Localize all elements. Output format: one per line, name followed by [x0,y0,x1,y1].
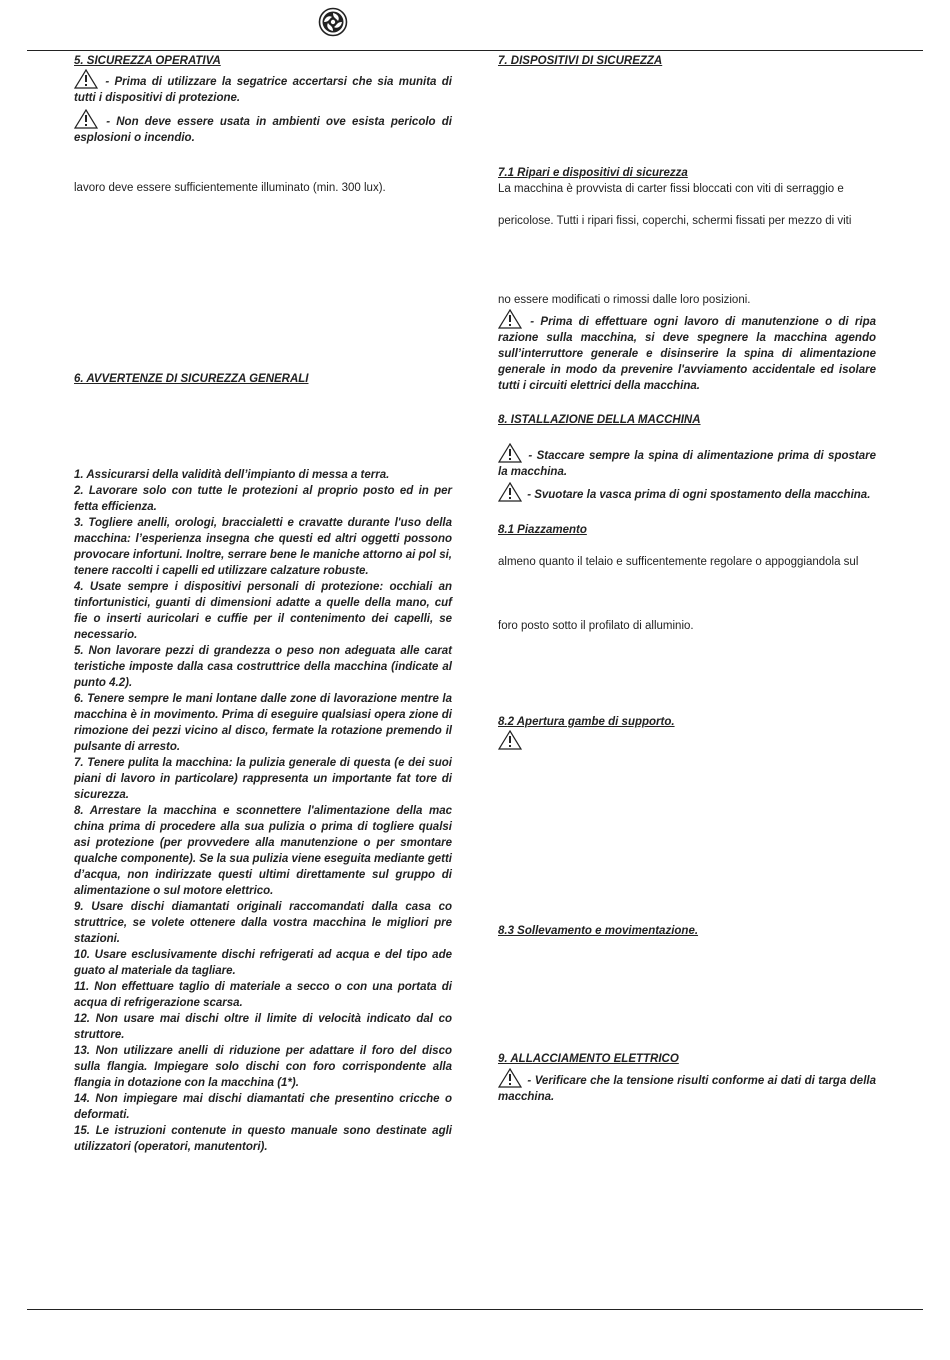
list-item: 12. Non usare mai dischi oltre il limite di velocità indicato dal co struttore. [74,1013,452,1041]
warning-paragraph [74,109,452,146]
list-item: 6. Tenere sempre le mani lontane dalle zone di lavorazione mentre la macchina è in movimento. Prima di eseguire qualsiasi opera zione di rimozione dei pezzi vicino al disco, fermate la rotazione premendo il pulsante di arresto. [74,693,452,753]
list-item: 5. Non lavorare pezzi di grandezza o peso non adeguata alle carat teristiche imposte dalla casa costruttrice della macchina (indicate al punto 4.2). [74,645,452,689]
warning-triangle-icon [498,1068,522,1088]
lighting-text: lavoro deve essere sufficientemente illuminato (min. 300 lux). [74,182,386,194]
warning-paragraph [498,730,876,751]
section-8-2-title: 8.2 Apertura gambe di supporto. [498,716,675,728]
guards-text-3: no essere modificati o rimossi dalle loro posizioni. [498,294,751,306]
list-item: 2. Lavorare solo con tutte le protezioni al proprio posto ed in per fetta efficienza. [74,485,452,513]
warning-triangle-icon [498,730,522,750]
footer-rule [27,1309,923,1310]
section-8-1-title: 8.1 Piazzamento [498,524,587,536]
list-item: 8. Arrestare la macchina e sconnettere l'alimentazione della mac china prima di procedere alla sua pulizia o prima di togliere qualsi asi protezione (per provvedere alla manutenzione o per smontare qualche componente). Se la sua pulizia viene eseguita mediante getti d’acqua, non indirizzate questi ultimi direttamente sul gruppo di alimentazione o sul motore elettrico. [74,805,452,897]
spiral-logo-icon [318,7,348,37]
list-item: 1. Assicurarsi della validità dell’impianto di messa a terra. [74,469,390,481]
warning-paragraph [498,309,876,394]
section-5-title: 5. SICUREZZA OPERATIVA [74,55,221,67]
section-6-title: 6. AVVERTENZE DI SICUREZZA GENERALI [74,373,309,385]
warning-text: - Svuotare la vasca prima di ogni spostamento della macchina. [524,489,871,501]
list-item: 4. Usate sempre i dispositivi personali di protezione: occhiali an tinfortunistici, guanti di dimensioni adatte a quelle della mano, cuf fie o inserti auricolari e cuffie per il contenimento dei capelli, se necessario. [74,581,452,641]
section-7-title: 7. DISPOSITIVI DI SICUREZZA [498,55,663,67]
warning-triangle-icon [498,482,522,502]
list-item: 13. Non utilizzare anelli di riduzione per adattare il foro del disco sulla flangia. Impiegare solo dischi con foro corrispondente alla flangia in dotazione con la macchina (1*). [74,1045,452,1089]
list-item: 11. Non effettuare taglio di materiale a secco o con una portata di acqua di refrigerazione scarsa. [74,981,452,1009]
section-7-1-title: 7.1 Ripari e dispositivi di sicurezza [498,167,688,179]
placement-text-2: foro posto sotto il profilato di alluminio. [498,620,694,632]
placement-text-1: almeno quanto il telaio e sufficentemente regolare o appoggiandola sul [498,556,859,568]
list-item: 15. Le istruzioni contenute in questo manuale sono destinate agli utilizzatori (operatori, manutentori). [74,1125,452,1153]
warning-triangle-icon [498,309,522,329]
warning-paragraph [498,482,876,503]
list-item: 14. Non impiegare mai dischi diamantati che presentino cricche o deformati. [74,1093,452,1121]
list-item: 10. Usare esclusivamente dischi refrigerati ad acqua e del tipo ade guato al materiale da tagliare. [74,949,452,977]
safety-list [74,467,452,1155]
warning-text: - Prima di effettuare ogni lavoro di manutenzione o di ripa razione sulla macchina, si deve spegnere la macchina agendo sull’interruttore generale e disinserire la spina di alimentazione generale in modo da prevenire l'avviamento accidentale ed isolare tutti i circuiti elettrici della macchina. [498,316,876,392]
section-9-title: 9. ALLACCIAMENTO ELETTRICO [498,1053,679,1065]
warning-text: - Non deve essere usata in ambienti ove esista pericolo di esplosioni o incendio. [74,116,452,144]
section-8-3-title: 8.3 Sollevamento e movimentazione. [498,925,699,937]
warning-text: - Verificare che la tensione risulti conforme ai dati di targa della macchina. [498,1075,876,1103]
list-item: 3. Togliere anelli, orologi, braccialetti e cravatte durante l'uso della macchina: l’esperienza insegna che questi ed altri oggetti possono provocare infortuni. Inoltre, serrare bene le maniche attorno ai pol si, tenere raccolti i capelli ed utilizzare calzature robuste. [74,517,452,577]
warning-triangle-icon [74,109,98,129]
list-item: 9. Usare dischi diamantati originali raccomandati dalla casa co struttrice, se volete ottenere dalla vostra macchina le migliori pre stazioni. [74,901,452,945]
guards-text-1: La macchina è provvista di carter fissi bloccati con viti di serraggio e [498,183,844,195]
warning-text: - Staccare sempre la spina di alimentazione prima di spostare la macchina. [498,450,876,478]
warning-paragraph [74,69,452,106]
warning-triangle-icon [498,443,522,463]
section-8-title: 8. ISTALLAZIONE DELLA MACCHINA [498,414,701,426]
guards-text-2: pericolose. Tutti i ripari fissi, coperchi, schermi fissati per mezzo di viti [498,215,852,227]
header-rule [27,50,923,51]
warning-triangle-icon [74,69,98,89]
warning-paragraph [498,443,876,480]
warning-paragraph [498,1068,876,1105]
list-item: 7. Tenere pulita la macchina: la pulizia generale di questa (e dei suoi piani di lavoro in particolare) rappresenta un importante fat tore di sicurezza. [74,757,452,801]
warning-text: - Prima di utilizzare la segatrice accertarsi che sia munita di tutti i dispositivi di protezione. [74,76,452,104]
